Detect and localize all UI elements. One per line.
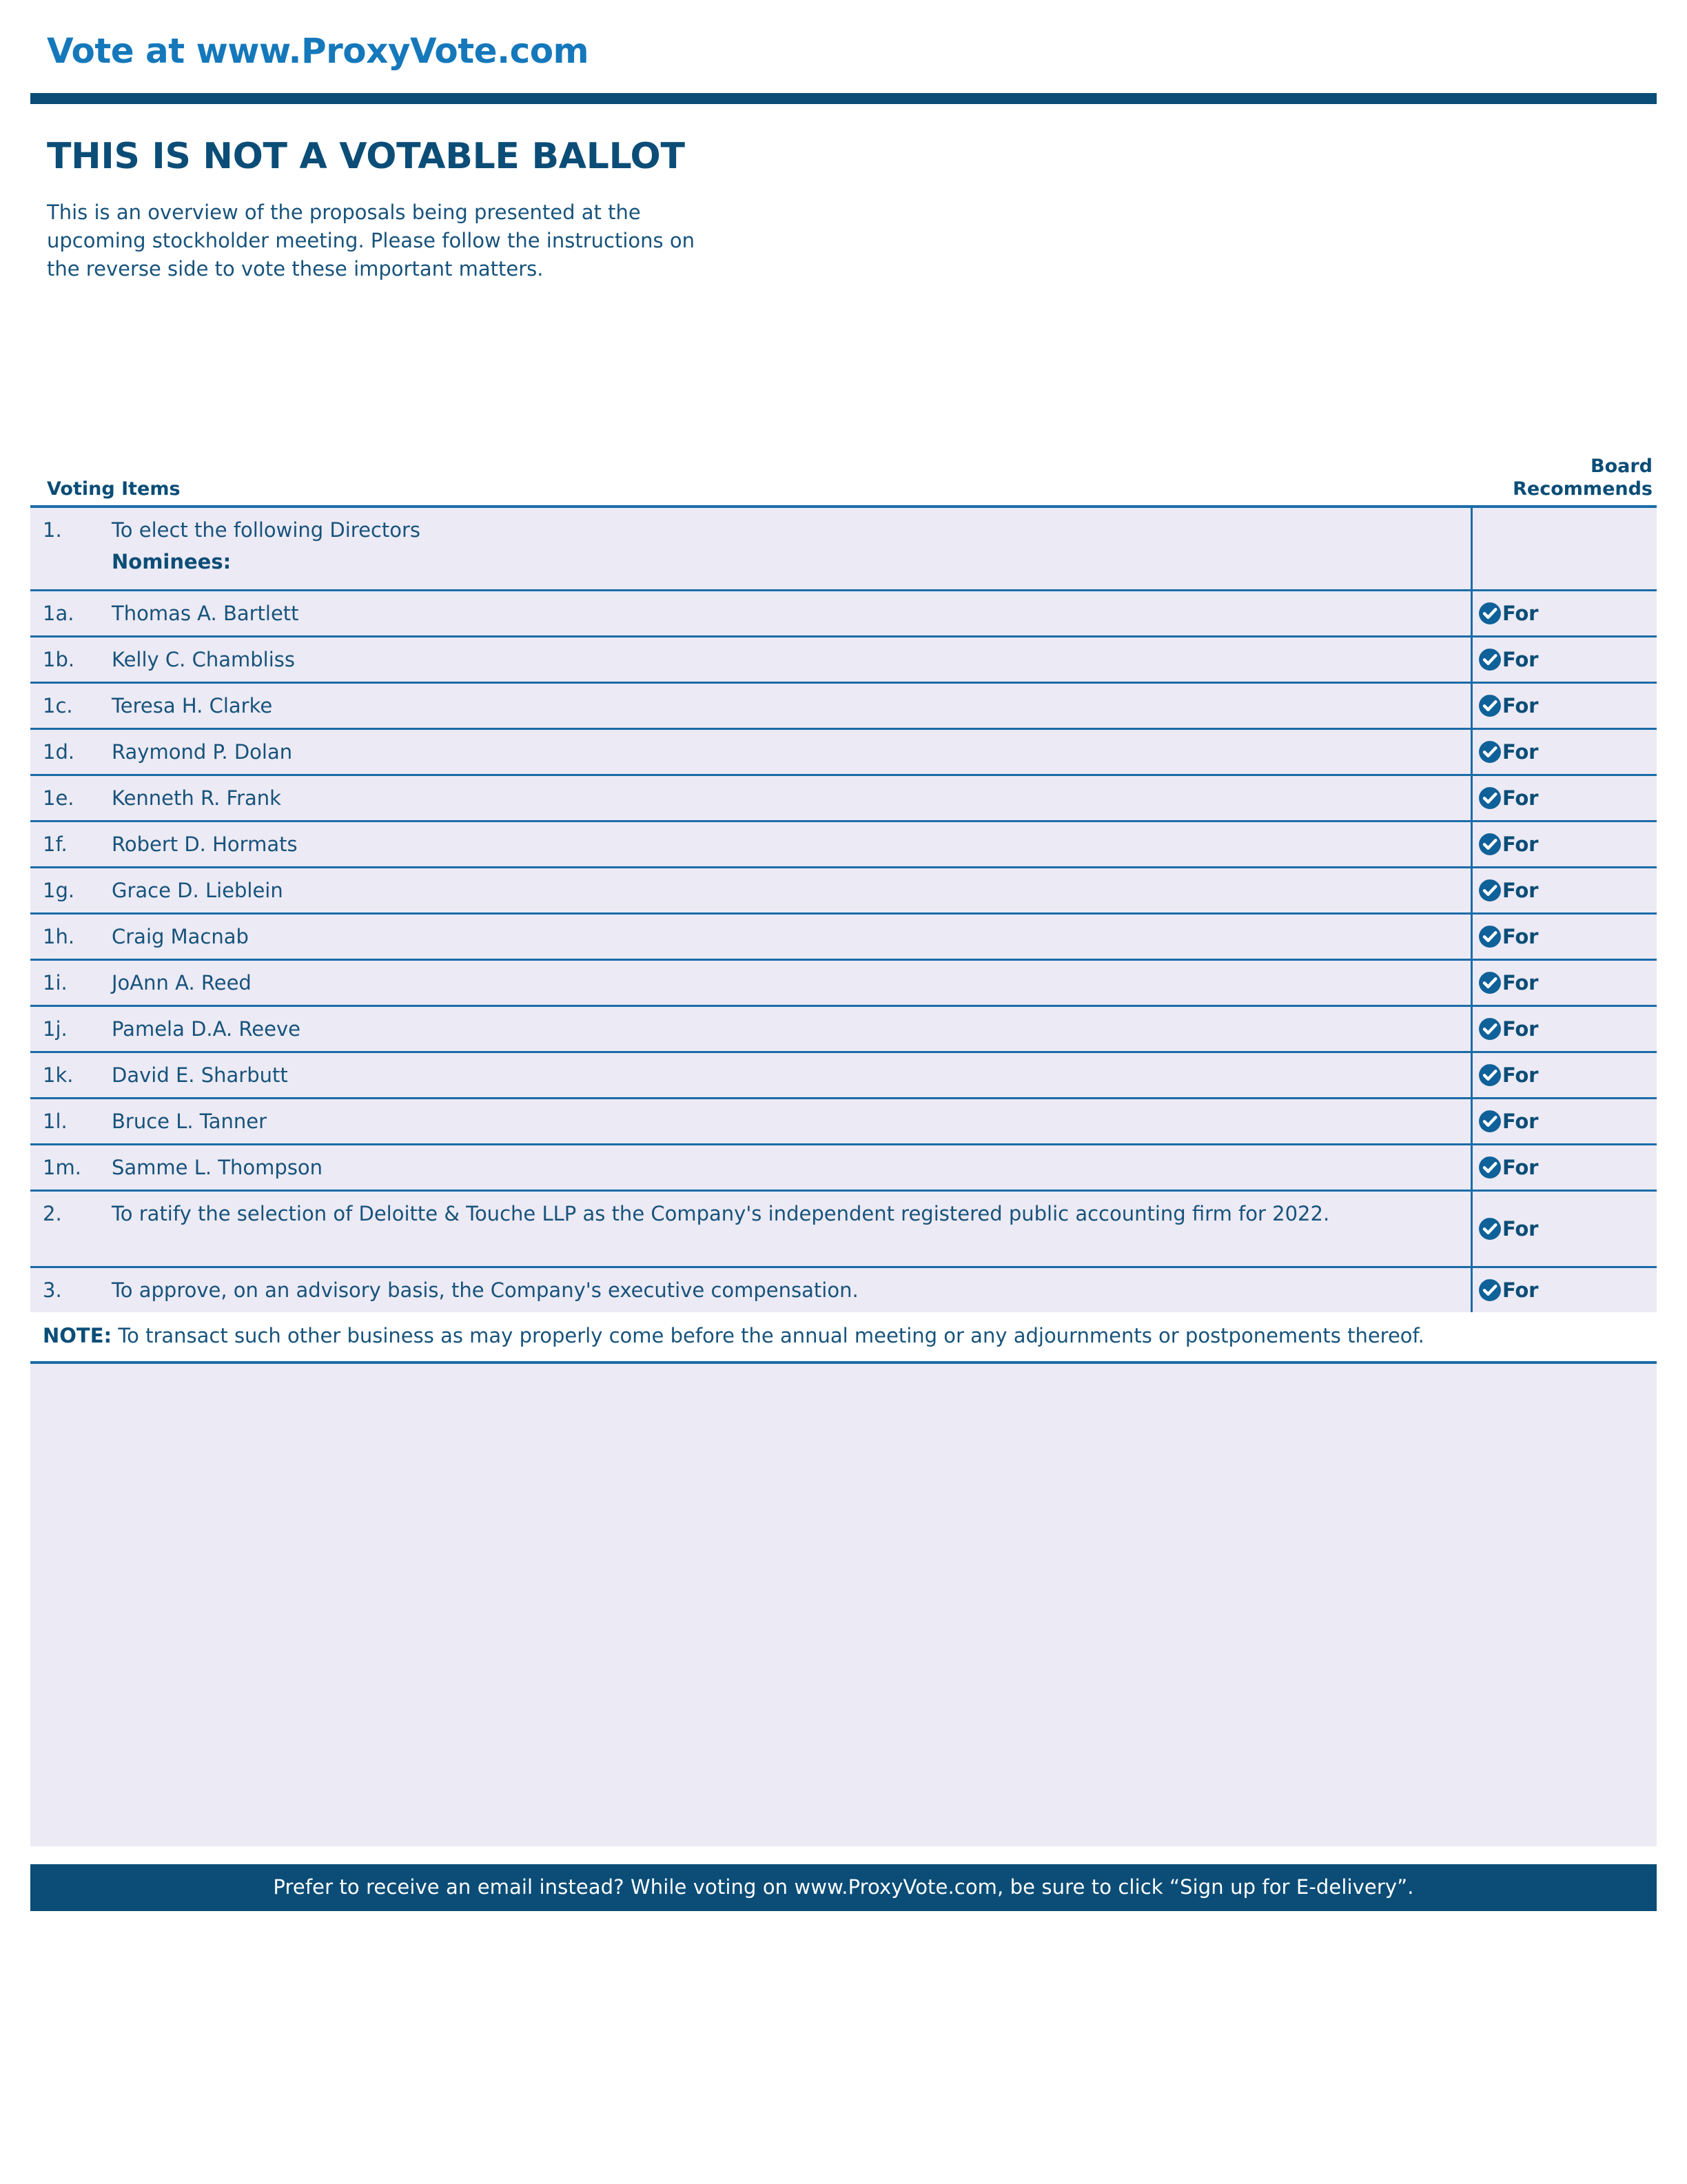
check-circle-icon: [1478, 648, 1502, 671]
row-number: 1a.: [43, 602, 74, 626]
row-item-cell: [30, 1099, 1471, 1143]
row-number: 1f.: [43, 833, 68, 857]
board-recommends-cell: [1471, 1192, 1657, 1266]
footer-text: Prefer to receive an email instead? While voting on www.ProxyVote.com, be sure to click “Sign up for E-delivery”.: [273, 1875, 1414, 1899]
row-text: [112, 1276, 1471, 1304]
board-recommends-cell: [1471, 1099, 1657, 1143]
table-row: [30, 1268, 1657, 1312]
row-text: [112, 600, 1471, 627]
recommendation: [1478, 879, 1538, 902]
check-circle-icon: [1478, 971, 1502, 994]
check-circle-icon: [1478, 1217, 1502, 1241]
row-number: 1g.: [43, 879, 75, 903]
row-text-main: Craig Macnab: [112, 925, 249, 949]
recommendation: [1478, 740, 1538, 764]
row-item-cell: [30, 961, 1471, 1005]
note-label: NOTE:: [43, 1324, 112, 1348]
brand-title: Vote at www.ProxyVote.com: [47, 31, 589, 71]
page-title: THIS IS NOT A VOTABLE BALLOT: [47, 135, 685, 177]
board-recommends-cell: [1471, 868, 1657, 912]
recommendation: [1478, 925, 1538, 948]
recommendation-label: For: [1502, 602, 1539, 626]
row-text: [112, 1015, 1471, 1043]
row-number: 1l.: [43, 1110, 68, 1134]
nominees-label: Nominees:: [112, 550, 232, 574]
board-recommends-cell: [1471, 822, 1657, 866]
table-row: [30, 730, 1657, 776]
title-block: [30, 104, 1657, 284]
row-item-cell: [30, 776, 1471, 820]
row-text-main: JoAnn A. Reed: [112, 971, 252, 995]
row-item-cell: [30, 684, 1471, 728]
row-item-cell: [30, 1007, 1471, 1051]
row-item-cell: [30, 1192, 1471, 1266]
voting-items-section: [30, 456, 1657, 1846]
board-recommends-cell: [1471, 915, 1657, 959]
recommendation-label: For: [1502, 1156, 1539, 1180]
table-row: [30, 1192, 1657, 1268]
board-recommends-cell: [1471, 1053, 1657, 1097]
header-divider-bar: [30, 93, 1657, 104]
recommendation-label: For: [1502, 833, 1539, 857]
recommendation-label: For: [1502, 740, 1539, 764]
board-recommends-cell: [1471, 508, 1657, 589]
row-item-cell: [30, 637, 1471, 682]
row-text-main: Bruce L. Tanner: [112, 1110, 267, 1134]
recommendation: [1478, 786, 1538, 810]
recommendation-label: For: [1502, 648, 1539, 672]
row-number: 1.: [43, 518, 62, 542]
row-item-cell: [30, 1268, 1471, 1312]
row-text: [112, 516, 1471, 581]
row-text: [112, 969, 1471, 997]
table-row: [30, 822, 1657, 868]
intro-line-1: This is an overview of the proposals being presented at the: [47, 200, 641, 224]
row-text: [112, 738, 1471, 766]
recommendation-label: For: [1502, 786, 1539, 810]
check-circle-icon: [1478, 925, 1502, 948]
table-row: [30, 868, 1657, 915]
recommendation-label: For: [1502, 1110, 1539, 1134]
site-header: [30, 0, 1657, 70]
recommendation: [1478, 833, 1538, 856]
row-text: [112, 1108, 1471, 1135]
board-header-line-1: Board: [1591, 456, 1653, 478]
row-text: [112, 646, 1471, 673]
row-item-cell: [30, 915, 1471, 959]
board-recommends-cell: [1471, 730, 1657, 774]
board-recommends-cell: [1471, 1268, 1657, 1312]
check-circle-icon: [1478, 879, 1502, 902]
row-item-cell: [30, 591, 1471, 635]
recommendation-label: For: [1502, 1278, 1539, 1303]
row-number: 2.: [43, 1202, 62, 1226]
recommendation-label: For: [1502, 694, 1539, 718]
table-row: [30, 1099, 1657, 1145]
row-text-main: Samme L. Thompson: [112, 1156, 323, 1180]
row-item-cell: [30, 1053, 1471, 1097]
row-number: 1k.: [43, 1063, 74, 1088]
table-header-row: [30, 456, 1657, 505]
recommendation: [1478, 1063, 1538, 1087]
recommendation-label: For: [1502, 1063, 1539, 1088]
board-recommends-cell: [1471, 1007, 1657, 1051]
check-circle-icon: [1478, 694, 1502, 717]
check-circle-icon: [1478, 1278, 1502, 1302]
row-text-main: Kelly C. Chambliss: [112, 648, 295, 672]
recommendation: [1478, 1156, 1538, 1179]
row-text-main: To elect the following Directors: [112, 518, 421, 542]
row-text-main: Grace D. Lieblein: [112, 879, 283, 903]
row-text-main: Kenneth R. Frank: [112, 786, 281, 810]
check-circle-icon: [1478, 1156, 1502, 1179]
check-circle-icon: [1478, 833, 1502, 856]
recommendation: [1478, 648, 1538, 671]
row-text-main: Pamela D.A. Reeve: [112, 1017, 300, 1041]
board-recommends-cell: [1471, 684, 1657, 728]
note-row: [30, 1312, 1657, 1364]
board-recommends-cell: [1471, 637, 1657, 682]
recommendation: [1478, 694, 1538, 717]
table-empty-area: [30, 1364, 1657, 1846]
recommendation-label: For: [1502, 1217, 1539, 1241]
row-text: [112, 1061, 1471, 1089]
row-number: 3.: [43, 1278, 62, 1303]
row-number: 1h.: [43, 925, 75, 949]
footer-edelivery-bar: [30, 1864, 1657, 1911]
table-row: [30, 637, 1657, 684]
table-row: [30, 1145, 1657, 1192]
row-text: [112, 1154, 1471, 1181]
row-text-main: Robert D. Hormats: [112, 833, 298, 857]
check-circle-icon: [1478, 1110, 1502, 1133]
note-text: To transact such other business as may properly come before the annual meeting or any adjournments or postponements thereof.: [112, 1324, 1424, 1348]
intro-line-3: the reverse side to vote these important matters.: [47, 257, 544, 281]
column-header-voting-items: Voting Items: [47, 478, 181, 500]
board-recommends-cell: [1471, 591, 1657, 635]
row-text-main: Teresa H. Clarke: [112, 694, 273, 718]
row-text: [112, 784, 1471, 812]
column-header-board-recommends: [1466, 456, 1657, 501]
table-row: [30, 776, 1657, 822]
board-recommends-cell: [1471, 1145, 1657, 1190]
recommendation: [1478, 1278, 1538, 1302]
row-text-main: David E. Sharbutt: [112, 1063, 288, 1088]
table-row: [30, 1007, 1657, 1053]
row-item-cell: [30, 868, 1471, 912]
table-row: [30, 684, 1657, 730]
row-number: 1d.: [43, 740, 75, 764]
row-text-main: Raymond P. Dolan: [112, 740, 293, 764]
row-text-main: Thomas A. Bartlett: [112, 602, 299, 626]
recommendation-label: For: [1502, 1017, 1539, 1041]
row-text: [112, 1200, 1471, 1258]
check-circle-icon: [1478, 1017, 1502, 1041]
row-text-main: To ratify the selection of Deloitte & Touche LLP as the Company's independent registered public accounting firm for 2022.: [112, 1202, 1330, 1226]
recommendation-label: For: [1502, 971, 1539, 995]
check-circle-icon: [1478, 602, 1502, 625]
check-circle-icon: [1478, 740, 1502, 764]
table-row: [30, 591, 1657, 637]
recommendation: [1478, 1017, 1538, 1041]
row-item-cell: [30, 508, 1471, 589]
table-row: [30, 961, 1657, 1007]
recommendation-label: For: [1502, 879, 1539, 903]
check-circle-icon: [1478, 786, 1502, 810]
row-number: 1b.: [43, 648, 75, 672]
table-row: [30, 508, 1657, 591]
recommendation: [1478, 1217, 1538, 1241]
row-item-cell: [30, 822, 1471, 866]
board-recommends-cell: [1471, 776, 1657, 820]
check-circle-icon: [1478, 1063, 1502, 1087]
table-row: [30, 915, 1657, 961]
row-number: 1j.: [43, 1017, 68, 1041]
board-recommends-cell: [1471, 961, 1657, 1005]
intro-paragraph: [47, 198, 826, 284]
recommendation: [1478, 602, 1538, 625]
recommendation-label: For: [1502, 925, 1539, 949]
row-text: [112, 923, 1471, 950]
row-number: 1e.: [43, 786, 74, 810]
row-number: 1m.: [43, 1156, 81, 1180]
recommendation: [1478, 1110, 1538, 1133]
intro-line-2: upcoming stockholder meeting. Please follow the instructions on: [47, 228, 695, 252]
row-number: 1c.: [43, 694, 73, 718]
recommendation: [1478, 971, 1538, 994]
row-text: [112, 877, 1471, 904]
voting-items-table: [30, 505, 1657, 1312]
row-item-cell: [30, 730, 1471, 774]
row-text-main: To approve, on an advisory basis, the Company's executive compensation.: [112, 1278, 859, 1303]
board-header-line-2: Recommends: [1513, 478, 1653, 500]
row-text: [112, 830, 1471, 858]
row-number: 1i.: [43, 971, 68, 995]
row-item-cell: [30, 1145, 1471, 1190]
table-row: [30, 1053, 1657, 1099]
row-text: [112, 692, 1471, 720]
